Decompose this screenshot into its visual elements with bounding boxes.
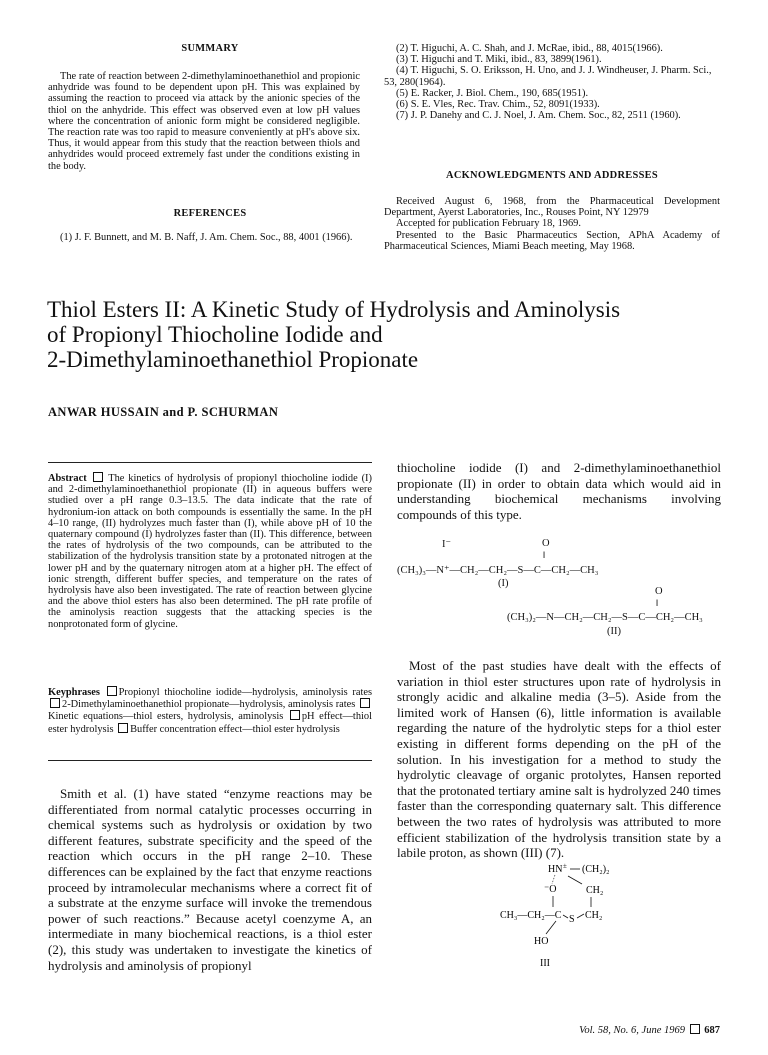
intro-paragraph-1: Smith et al. (1) have stated “enzyme reactions may be differentiated from normal catalytic processes occurring in chemical systems such as hydrolysis or oxidation by two different features, substrate specificity and the speed of the reaction which occurs in the pH range 2–10. These differences can be explained by the fact that enzyme reactions proceed by intramolecular mechanisms where a correct fit of a substrate at the enzyme surface will invoke the tremendous power of such reactions.” Because acetyl coenzyme A, an intermediate in many biochemical reactions, is a thiol ester (2), this study was undertaken to investigate the kinetics of hydrolysis and aminolysis of propionyl: [48, 786, 372, 973]
authors: ANWAR HUSSAIN and P. SCHURMAN: [48, 405, 279, 419]
summary-text: The rate of reaction between 2-dimethylaminoethanethiol and propionic anhydride was found to be dependent upon pH. This was explained by assuming the reaction to proceed via attack by the anionic species of the thiol on the anhydride. This effect was observed even at low pH values where the concentration of anionic form might be considered negligible. The reaction rate was too rapid to measure conveniently at pH's above six. Thus, it would appear from this study that the reaction between thiols and anhydrides would proceed extremely fast under the conditions existing in the body.: [48, 71, 360, 172]
struct-atom: CH₂: [585, 910, 603, 921]
article-title: [47, 297, 747, 372]
abstract-label: Abstract: [48, 473, 87, 484]
title-line-2: of Propionyl Thiocholine Iodide and: [47, 322, 383, 347]
struct-bond: [568, 876, 582, 884]
ack-accepted: Accepted for publication February 18, 1969.: [396, 218, 581, 230]
keyphrase: 2-Dimethylaminoethanethiol propionate—hydrolysis, aminolysis rates: [62, 699, 356, 711]
struct-atom: (CH₂)₂: [582, 864, 610, 875]
intro-paragraph-1-continued: thiocholine iodide (I) and 2-dimethylaminoethanethiol propionate (II) in order to obtain data which would aid in understanding biochemical mechanisms involving compounds of this type.: [397, 460, 721, 522]
title-line-1: Thiol Esters II: A Kinetic Study of Hydrolysis and Aminolysis: [47, 297, 621, 322]
page-number: 687: [704, 1025, 720, 1036]
structure-II: [397, 586, 727, 642]
keyphrase: Kinetic equations—thiol esters, hydrolysis, aminolysis: [48, 711, 284, 723]
box-icon: [360, 698, 370, 708]
journal-issue: Vol. 58, No. 6, June 1969: [579, 1025, 685, 1036]
structure-I-label: (I): [498, 578, 509, 589]
summary-heading: SUMMARY: [181, 43, 239, 54]
acknowledgments-text: [384, 196, 720, 252]
structure-I-formula: (CH₃)₃—N⁺—CH₂—CH₂—S—C—CH₂—CH₃: [397, 565, 599, 576]
struct-bond: [577, 914, 584, 918]
abstract-text: The kinetics of hydrolysis of propionyl thiocholine iodide (I) and 2-dimethylaminoethanethiol propionate (II) in aqueous buffers were studied over a pH range 0.3–13.5. The data indicate that the rate of hydronium-ion attack on both compounds is essentially the same. In the pH 4–10 range, (II) hydrolyzes much faster than (I), while above pH of 10 the quaternary compound (I) hydrolyzes faster than (II). This difference, between the rates of hydrolysis of the two compounds, can be attributed to the stabilization of the hydrolysis transition state by a protonated nitrogen at the lower pH and by the quaternary nitrogen atom at a higher pH. The effect of ionic strength, different buffer species, and temperature on the rates of hydrolysis have also been investigated. The rate of reaction between glycine and the above thiol esters has also been determined. The pH rate profile of the aminolysis reaction suggests that the attacking species is the nonprotonated form of glycine.: [48, 473, 372, 630]
struct-atom: CH₃—CH₂—C: [500, 910, 562, 921]
title-line-3: 2-Dimethylaminoethanethiol Propionate: [47, 347, 419, 372]
reference-item: (6) S. E. Vles, Rec. Trav. Chim., 52, 8091(1933).: [396, 99, 600, 111]
struct-bond: [563, 915, 568, 918]
acknowledgments-heading: ACKNOWLEDGMENTS AND ADDRESSES: [446, 170, 658, 181]
box-icon: [690, 1024, 700, 1034]
keyphrases-label: Keyphrases: [48, 687, 100, 698]
reference-item: (7) J. P. Danehy and C. J. Noel, J. Am. Chem. Soc., 82, 2511 (1960).: [396, 110, 681, 122]
abstract-top-rule: [48, 462, 372, 463]
struct-atom: S: [569, 914, 575, 925]
struct-atom: HN: [548, 864, 563, 875]
references-heading: REFERENCES: [173, 208, 247, 219]
abstract: [48, 472, 372, 630]
struct-atom: HO: [534, 936, 549, 947]
structure-III-diagram: [500, 860, 640, 975]
double-bond-mark: ‖: [656, 598, 659, 608]
box-icon: [290, 710, 300, 720]
struct-atom: ⁻O: [544, 884, 557, 895]
intro-paragraph-2: Most of the past studies have dealt with the effects of variation in thiol ester structures upon rate of hydrolysis in strongly acidic and alkaline media (3–5). Aside from the limited work of Hansen (6), little information is available regarding the nature of the hydrolytic steps for a thiol ester existing in different forms depending on the pH of the solution. In his investigation for a method to study the hydrolytic cleavage of organic protolytes, Hansen reported that the protonated tertiary amine salt is hydrolyzed 240 times faster than the corresponding quaternary salt. This difference between the two rates of hydrolysis was attributed to more efficient stabilization of the hydrolysis transition state by a labile proton, as shown (III) (7).: [397, 658, 721, 861]
struct-atom: ±: [563, 862, 567, 870]
box-icon: [118, 723, 128, 733]
double-bond-mark: ‖: [543, 550, 546, 560]
keyphrase: Buffer concentration effect—thiol ester hydrolysis: [130, 723, 340, 735]
carbonyl-oxygen: O: [655, 586, 663, 597]
references-left: [48, 232, 360, 243]
reference-item: (5) E. Racker, J. Biol. Chem., 190, 685(1951).: [396, 87, 589, 99]
reference-item: (3) T. Higuchi and T. Miki, ibid., 83, 3899(1961).: [396, 54, 602, 66]
reference-item: (2) T. Higuchi, A. C. Shah, and J. McRae, ibid., 88, 4015(1966).: [396, 43, 663, 54]
carbonyl-oxygen: O: [542, 538, 550, 549]
keyphrase: Propionyl thiocholine iodide—hydrolysis, aminolysis rates: [118, 687, 372, 698]
page-footer: [520, 1024, 720, 1036]
struct-bond: [546, 921, 556, 934]
reference-item: (4) T. Higuchi, S. O. Eriksson, H. Uno, and J. J. Windheuser, J. Pharm. Sci., 53, 280(1964).: [384, 65, 712, 88]
structure-II-formula: (CH₃)₂—N—CH₂—CH₂—S—C—CH₂—CH₃: [507, 612, 703, 623]
ack-received: Received August 6, 1968, from the Pharmaceutical Development Department, Ayerst Laboratories, Inc., Rouses Point, NY 12979: [384, 196, 720, 219]
struct-bond: [552, 875, 555, 884]
reference-item: (1) J. F. Bunnett, and M. B. Naff, J. Am. Chem. Soc., 88, 4001 (1966).: [60, 232, 353, 243]
box-icon: [107, 686, 117, 696]
abstract-bottom-rule: [48, 760, 372, 761]
iodide-ion: I⁻: [442, 539, 452, 550]
structure-III: [500, 860, 640, 975]
ack-presented: Presented to the Basic Pharmaceutics Section, APhA Academy of Pharmaceutical Sciences, Miami Beach meeting, May 1968.: [384, 229, 720, 252]
box-icon: [93, 472, 103, 482]
struct-atom: CH₂: [586, 885, 604, 896]
structure-III-label: III: [540, 958, 550, 969]
keyphrases: [48, 686, 372, 735]
structure-II-label: (II): [607, 626, 621, 637]
keyphrase: pH effect—thiol ester hydrolysis: [48, 711, 372, 735]
box-icon: [50, 698, 60, 708]
references-right: [384, 43, 720, 121]
